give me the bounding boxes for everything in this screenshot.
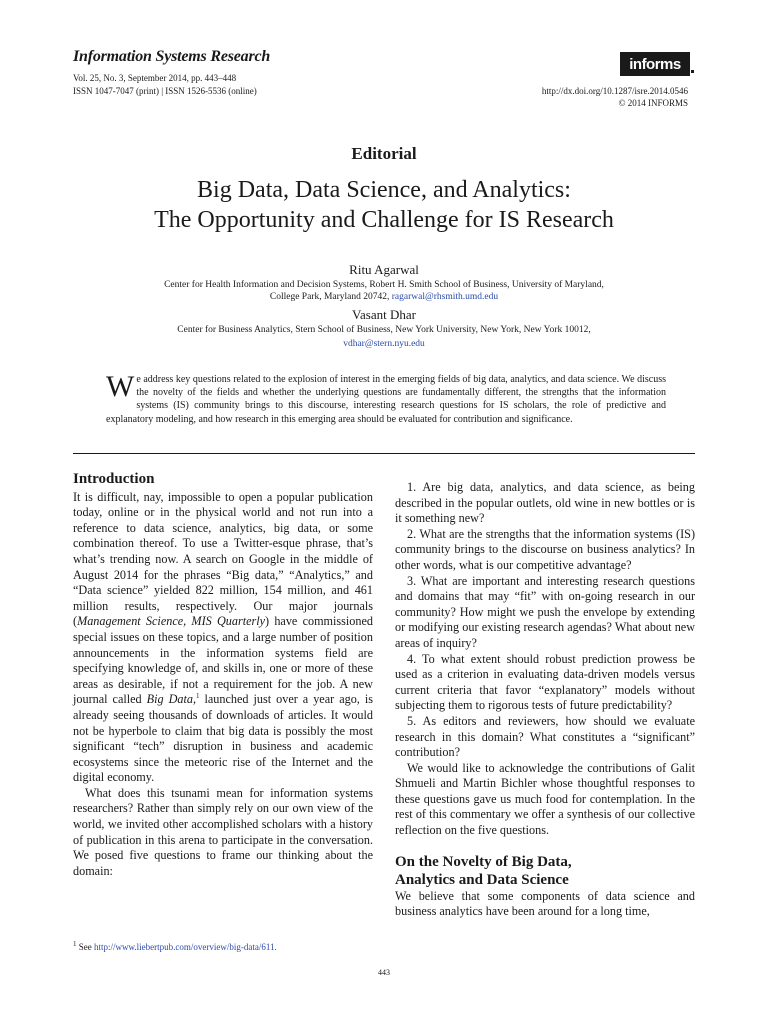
abstract-text: e address key questions related to the explosion of interest in the emerging fields of big data, analytics, and data science. We discuss the novelty of the fields and whether the underlying questions are fundamentally different, the strengths that the information systems (IS) community brings to this discourse, interesting research questions for IS scholars, the role of predictive and explanatory modeling, and how research in this emerging area should be evaluated for contribution and significance. [106, 374, 666, 425]
footnote-number: 1 [73, 940, 77, 948]
big-data-journal-name: Big Data, [146, 692, 196, 707]
volume-line: Vol. 25, No. 3, September 2014, pp. 443–448 [73, 73, 237, 83]
footnote [73, 942, 277, 952]
author-name-1: Ritu Agarwal [349, 262, 419, 277]
affiliation-address: College Park, Maryland 20742, [269, 292, 390, 302]
right-column [395, 480, 695, 920]
journal-names: Management Science, MIS Quarterly [77, 614, 266, 629]
footnote-marker[interactable]: 1 [196, 692, 200, 701]
article-title-line-1: Big Data, Data Science, and Analytics: [197, 177, 571, 203]
question-3: 3. What are important and interesting research questions and domains that may “fit” with on-going research in our community? How might we push the envelope by extending or modifying our existing research agendas? What about new areas of inquiry? [395, 573, 695, 650]
author-email-2-line [0, 338, 768, 350]
author-affiliation-1: Center for Health Information and Decision Systems, Robert H. Smith School of Business, University of Maryland, [164, 280, 604, 290]
intro-paragraph-2: What does this tsunami mean for information systems researchers? Rather than simply rely on our own view of the world, we invited other accomplished scholars with a history of publication in this arena to participate in the conversation. We posed five questions to frame our thinking about the domain: [73, 785, 373, 878]
question-1: 1. Are big data, analytics, and data science, as being described in the popular outlets, old wine in new bottles or is it something new? [395, 480, 695, 526]
left-column [73, 472, 373, 879]
informs-logo: informs [620, 52, 690, 76]
journal-title: Information Systems Research [73, 48, 271, 65]
page-number: 443 [378, 968, 390, 977]
section-divider [73, 453, 695, 454]
doi-line: http://dx.doi.org/10.1287/isre.2014.0546 [541, 86, 688, 96]
acknowledgment-paragraph: We would like to acknowledge the contributions of Galit Shmueli and Martin Bichler whose thoughtful responses to these questions gave us much food for contemplation. In the rest of this commentary we offer a synthesis of our collective reflection on the five questions. [395, 760, 695, 838]
issn-line: ISSN 1047-7047 (print) | ISSN 1526-5536 (online) [73, 86, 257, 96]
question-2: 2. What are the strengths that the information systems (IS) community brings to the discourse on business analytics? In other words, what is our competitive advantage? [395, 526, 695, 572]
author-affiliation-1b [0, 291, 768, 303]
intro-paragraph-1: It is difficult, nay, impossible to open a popular publication today, online or in the physical world and not run into a reference to data science, analytics, big data, or some combination thereof. To use a Twitter-esque phrase, that’s what’s trending now. A search on Google in the middle of August 2014 for the phrases “Big data,” “Analytics,” and “Data science” yielded 822 million, 154 million, and 461 million results, respectively. Our major journals (Management Science, MIS Quarterly) have commissioned special issues on these topics, and a large number of position announcements in the information systems field are specifying knowledge of, and skills in, one or more of these areas as desirable, if not a requirement for the job. A new journal called Big Data,$^1$ launched just over a year ago, is already seeing thousands of downloads of articles. It would not be hyperbole to claim that big data is possibly the most significant “tech” disruption in business and academic ecosystems since the meteoric rise of the Internet and the digital economy. [73, 489, 373, 785]
novelty-paragraph: We believe that some components of data science and business analytics have been around for a long time, [395, 888, 695, 919]
novelty-heading [395, 853, 695, 889]
question-5: 5. As editors and reviewers, how should we evaluate research in this domain? What constitutes a “significant” contribution? [395, 713, 695, 760]
author-email-2[interactable]: vdhar@stern.nyu.edu [343, 339, 425, 349]
footnote-link[interactable]: http://www.liebertpub.com/overview/big-data/611. [94, 942, 277, 952]
introduction-heading: Introduction [73, 471, 155, 487]
novelty-heading-line-2: Analytics and Data Science [395, 871, 569, 888]
author-name-2: Vasant Dhar [352, 307, 416, 322]
copyright-line: © 2014 INFORMS [618, 98, 688, 108]
logo-dot [691, 70, 694, 73]
novelty-heading-line-1: On the Novelty of Big Data, [395, 853, 572, 870]
footnote-prefix: See [78, 942, 94, 952]
abstract [106, 370, 666, 426]
author-affiliation-2: Center for Business Analytics, Stern School of Business, New York University, New York, New York 10012, [177, 325, 591, 335]
section-label: Editorial [351, 144, 417, 163]
author-email-1[interactable]: ragarwal@rhsmith.umd.edu [391, 292, 499, 302]
question-4: 4. To what extent should robust prediction prowess be used as a criterion in evaluating data-driven models versus current criteria that favor “explanatory” models without subjecting them to rigorous tests of future predictability? [395, 651, 695, 713]
abstract-drop-cap: W [106, 370, 135, 403]
article-title-line-2: The Opportunity and Challenge for IS Research [154, 207, 614, 233]
